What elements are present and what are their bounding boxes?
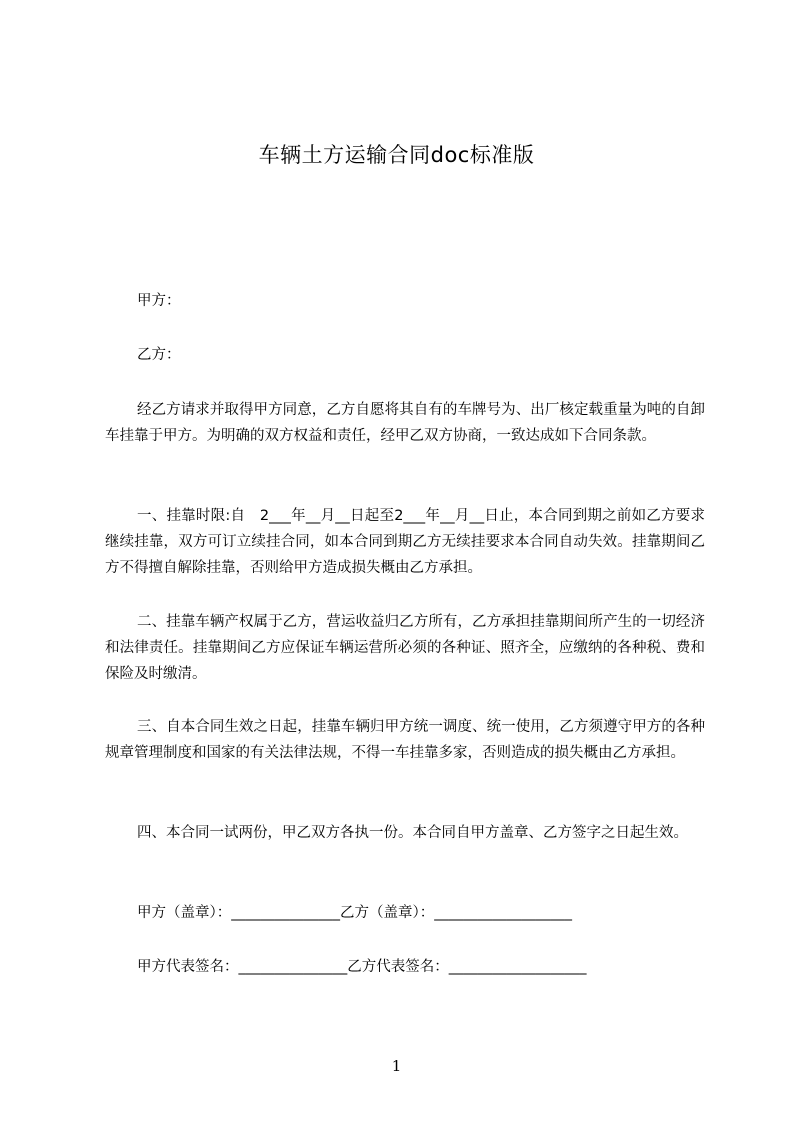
page-number: 1 — [391, 1057, 402, 1075]
party-a-line: 甲方： — [137, 293, 181, 309]
intro-paragraph: 经乙方请求并取得甲方同意，乙方自愿将其自有的车牌号为、出厂核定载重量为吨的自卸车挂靠于甲方。为明确的双方权益和责任，经甲乙双方协商，一致达成如下合同条款。 — [105, 402, 705, 444]
clause-2-paragraph: 二、挂靠车辆产权属于乙方，营运收益归乙方所有，乙方承担挂靠期间所产生的一切经济和法律责任。挂靠期间乙方应保证车辆运营所必须的各种证、照齐全，应缴纳的各种税、费和保险及时缴清。 — [105, 614, 705, 682]
clause-4-paragraph: 四、本合同一试两份，甲乙双方各执一份。本合同自甲方盖章、乙方签字之日起生效。 — [137, 825, 688, 841]
party-b-line: 乙方： — [137, 347, 181, 363]
clause-3-paragraph: 三、自本合同生效之日起，挂靠车辆归甲方统一调度、统一使用，乙方须遵守甲方的各种规章管理制度和国家的有关法律法规，不得一车挂靠多家，否则造成的损失概由乙方承担。 — [105, 719, 705, 761]
representative-signature-line: 甲方代表签名：_______________乙方代表签名：___________________ — [137, 959, 587, 975]
seal-signature-line: 甲方（盖章）：_______________乙方（盖章）：___________________ — [137, 905, 572, 921]
document-title: 车辆土方运输合同doc标准版 — [258, 143, 535, 167]
clause-1-paragraph: 一、挂靠时限:自 2___年__月__日起至2___年__月__日止，本合同到期之前如乙方要求继续挂靠，双方可订立续挂合同，如本合同到期乙方无续挂要求本合同自动失效。挂靠期间乙方不得擅自解除挂靠，否则给甲方造成损失概由乙方承担。 — [105, 508, 705, 576]
